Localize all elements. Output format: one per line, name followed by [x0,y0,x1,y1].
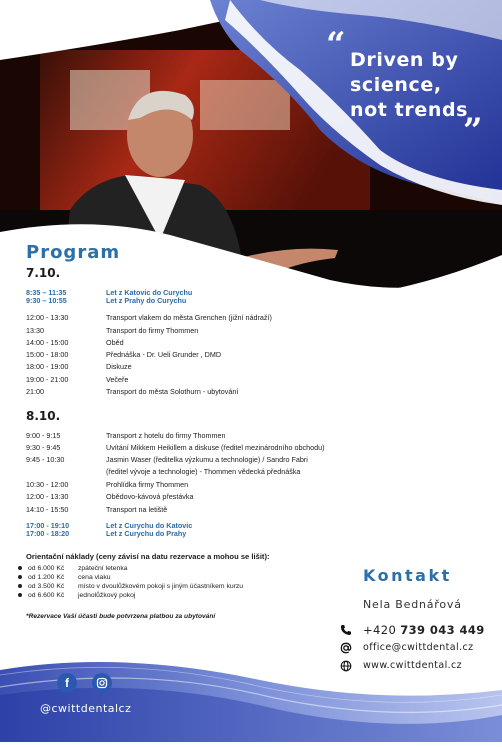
cost-price: od 1.200 Kč [28,574,65,581]
phone-number: 739 043 449 [400,623,485,637]
cost-label: zpáteční letenka [78,565,128,572]
schedule-desc: Obědovo-kávová přestávka [106,492,194,501]
email-address: office@cwittdental.cz [363,642,474,653]
social-handle[interactable]: @cwittdentalcz [40,702,132,715]
quote-open-mark: “ [326,25,346,65]
schedule-time: 9:30 - 9:45 [26,443,61,452]
quote-close-mark: ” [463,111,483,151]
schedule-desc: Oběd [106,338,124,347]
bullet-icon [18,566,22,570]
schedule-time: 9:30 – 10:55 [26,296,67,305]
schedule-desc: Transport z hotelu do firmy Thommen [106,431,226,440]
schedule-time: 10:30 - 12:00 [26,480,69,489]
at-icon [340,642,352,654]
costs-title: Orientační náklady (ceny závisí na datu rezervace a mohou se lišit): [26,552,270,561]
schedule-desc: Transport na letiště [106,505,168,514]
instagram-icon[interactable] [92,673,112,693]
schedule-time: 14:10 - 15:50 [26,505,69,514]
footer-graphic [0,655,502,742]
schedule-time: 17:00 - 18:20 [26,529,70,538]
cost-label: místo v dvoulůžkovém pokoji s jiným účastníkem kurzu [78,583,244,590]
bullet-icon [18,593,22,597]
schedule-desc: (ředitel vývoje a technologie) - Thommen vědecká přednáška [106,467,301,476]
schedule-desc: Diskuze [106,362,132,371]
schedule-desc: Jasmin Waser (ředitelka výzkumu a technologie) / Sandro Fabri [106,455,308,464]
website-url: www.cwittdental.cz [363,660,463,671]
bullet-icon [18,584,22,588]
day-1-date: 7.10. [26,266,61,280]
schedule-desc: Přednáška - Dr. Ueli Grunder , DMD [106,350,222,359]
schedule-time: 15:00 - 18:00 [26,350,69,359]
hero-quote [350,48,468,123]
schedule-desc: Transport vlakem do města Grenchen (jižní nádraží) [106,313,272,322]
schedule-desc: Prohlídka firmy Thommen [106,480,189,489]
schedule-time: 14:00 - 15:00 [26,338,69,347]
bullet-icon [18,575,22,579]
schedule-desc: Let z Katovic do Curychu [106,288,193,297]
cost-label: jednolůžkový pokoj [78,592,136,599]
cost-label: cena vlaku [78,574,111,581]
program-title: Program [26,242,121,263]
schedule-desc: Let z Curychu do Katovic [106,521,193,530]
hero-quote-line-1: Driven by [350,49,459,71]
schedule-desc: Uvítání Mikkem Heikillem a diskuse (ředitel mezinárodního obchodu) [106,443,325,452]
schedule-time: 13:30 [26,326,44,335]
schedule-time: 9:00 - 9:15 [26,431,61,440]
schedule-desc: Transport do firmy Thommen [106,326,199,335]
schedule-desc: Let z Prahy do Curychu [106,296,187,305]
instagram-glyph [92,673,112,693]
cost-price: od 6.600 Kč [28,592,65,599]
facebook-icon[interactable]: f [57,673,77,693]
schedule-time: 12:00 - 13:30 [26,313,69,322]
schedule-time: 9:45 - 10:30 [26,455,65,464]
schedule-time: 8:35 – 11:35 [26,288,67,297]
hero-quote-line-3: not trends [350,99,469,121]
schedule-time: 19:00 - 21:00 [26,375,69,384]
phone-icon [340,624,352,636]
day-2-date: 8.10. [26,409,61,423]
schedule-desc: Let z Curychu do Prahy [106,529,187,538]
phone-prefix: +420 [363,623,397,637]
footer-wave [0,655,502,742]
schedule-time: 18:00 - 19:00 [26,362,69,371]
contact-title: Kontakt [363,566,452,585]
schedule-time: 12:00 - 13:30 [26,492,69,501]
hero-quote-line-2: science, [350,74,442,96]
schedule-time: 17:00 - 19:10 [26,521,70,530]
schedule-time: 21:00 [26,387,44,396]
cost-price: od 3.500 Kč [28,583,65,590]
contact-name: Nela Bednářová [363,598,462,611]
cost-price: od 6.000 Kč [28,565,65,572]
schedule-desc: Transport do města Solothurn - ubytování [106,387,239,396]
reservation-note: *Rezervace Vaší účasti bude potvrzena platbou za ubytování [26,613,216,620]
schedule-desc: Večeře [106,375,129,384]
